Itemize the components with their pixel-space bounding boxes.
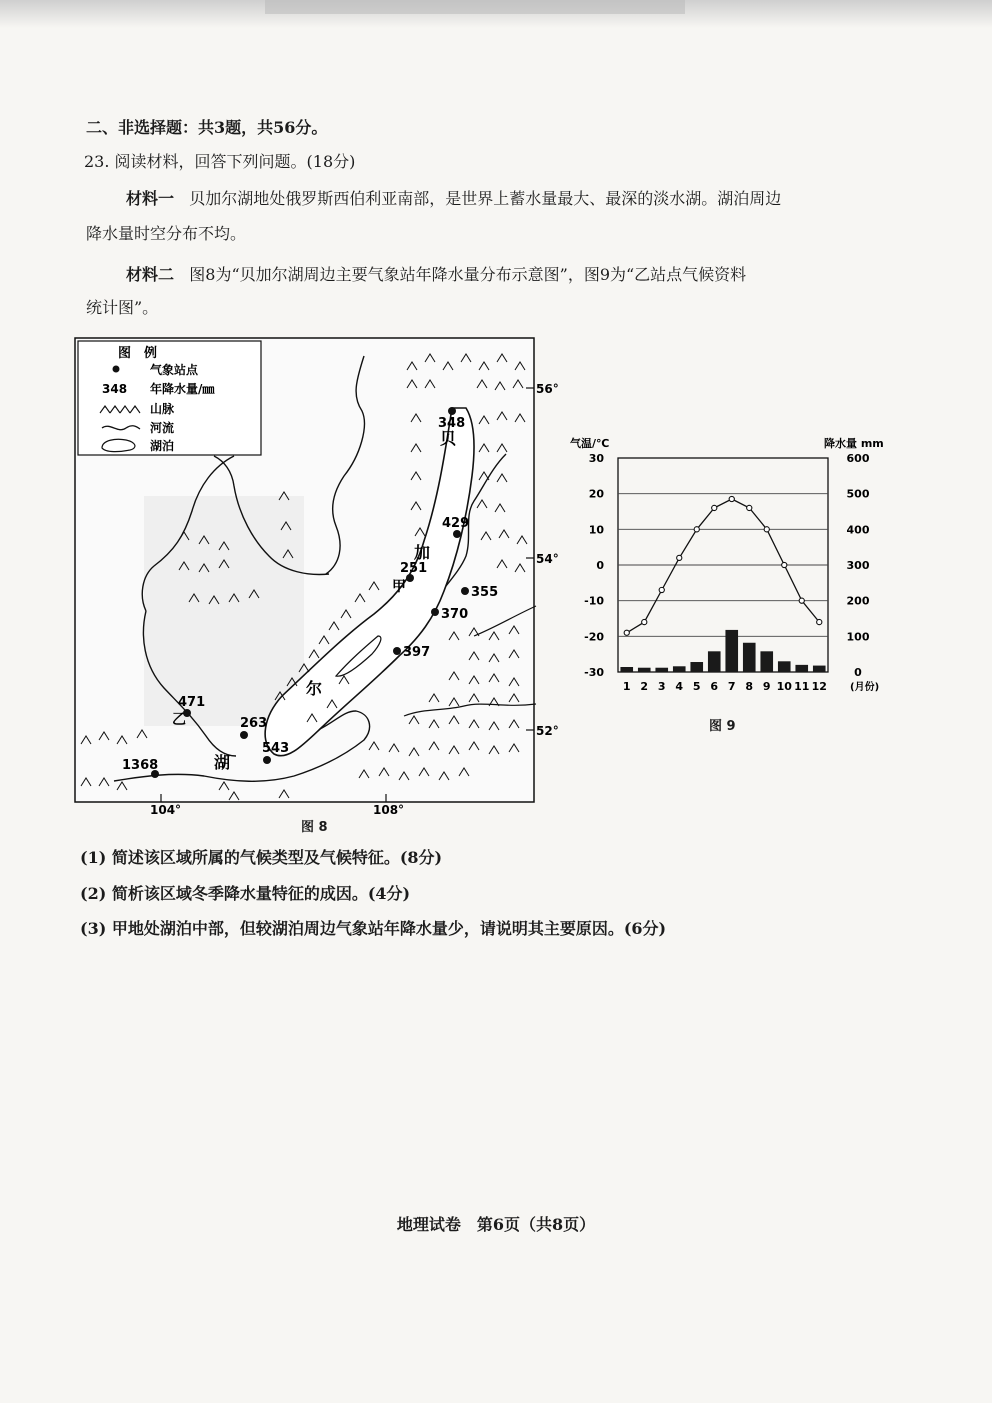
left-tick-label: 10 (588, 523, 604, 537)
temperature-point (764, 527, 769, 532)
y-right-label: 降水量 mm (824, 437, 884, 450)
station-jia-name: 甲 (392, 579, 406, 595)
station-yi-name: 乙 (172, 712, 186, 728)
section-header: 二、非选择题：共3题，共56分。 (86, 118, 328, 137)
material2-label: 材料二 (126, 265, 175, 284)
precip-bar (813, 666, 826, 672)
month-label: 12 (811, 680, 827, 693)
precip-bar (778, 661, 791, 672)
month-label: 5 (692, 680, 701, 693)
y-left-label: 气温/℃ (570, 437, 610, 450)
station-370-dot (431, 608, 439, 616)
legend-box (78, 341, 261, 455)
temperature-line (627, 499, 820, 633)
precip-bar (673, 666, 686, 672)
lon-108: 108° (373, 803, 405, 817)
station-355: 355 (471, 585, 499, 600)
station-348-dot (448, 407, 456, 415)
lat-54: 54° (536, 552, 559, 566)
station-1368: 1368 (122, 758, 159, 773)
month-label: 8 (745, 680, 754, 693)
temperature-point (694, 527, 699, 532)
right-tick-label: 200 (846, 594, 870, 608)
temperature-points (624, 496, 822, 635)
precip-bar (708, 651, 721, 672)
left-tick-label: 30 (588, 452, 604, 465)
lake-char-1: 贝 (440, 429, 457, 448)
figure9-chart (560, 432, 900, 707)
lat-52: 52° (536, 724, 559, 738)
precip-bar (760, 651, 773, 672)
legend-precip-sample: 348 (102, 382, 128, 396)
figure8-caption: 图 8 (301, 820, 328, 835)
station-370: 370 (441, 607, 469, 622)
right-tick-label: 0 (854, 666, 862, 679)
temperature-point (659, 587, 664, 592)
temperature-point (712, 505, 717, 510)
temperature-point (782, 562, 787, 567)
legend-precip-label: 年降水量/㎜ (150, 382, 215, 396)
temperature-point (624, 630, 629, 635)
precip-bar (795, 665, 808, 672)
left-tick-label: 20 (588, 487, 604, 501)
right-tick-label: 500 (846, 487, 870, 501)
left-tick-label: -30 (584, 666, 604, 679)
month-label: 2 (640, 680, 649, 693)
x-unit-label: (月份) (850, 682, 880, 693)
lake-char-4: 湖 (214, 753, 231, 772)
lake-char-2: 加 (414, 543, 431, 562)
question-3: (3) 甲地处湖泊中部，但较湖泊周边气象站年降水量少，请说明其主要原因。(6分) (80, 919, 667, 938)
month-label: 7 (727, 680, 736, 693)
station-543-dot (263, 756, 271, 764)
lat-56: 56° (536, 382, 559, 396)
month-label: 9 (762, 680, 771, 693)
legend-title: 图 例 (118, 346, 158, 361)
station-263-dot (240, 731, 248, 739)
material1-text1: 贝加尔湖地处俄罗斯西伯利亚南部，是世界上蓄水量最大、最深的淡水湖。湖泊周边 (189, 189, 782, 208)
legend-lake-label: 湖泊 (150, 439, 175, 453)
month-label: 10 (776, 680, 792, 693)
precip-bar (655, 668, 668, 672)
right-tick-label: 300 (846, 559, 870, 572)
station-429-dot (453, 530, 461, 538)
legend-river-label: 河流 (150, 421, 175, 435)
precip-bar (638, 668, 651, 672)
temperature-point (799, 598, 804, 603)
temperature-point (747, 505, 752, 510)
month-label: 3 (657, 680, 666, 693)
month-label: 4 (675, 680, 684, 693)
legend-station-label: 气象站点 (150, 363, 199, 377)
temperature-point (729, 496, 734, 501)
station-397-dot (393, 647, 401, 655)
station-263: 263 (240, 716, 268, 731)
right-tick-label: 100 (846, 630, 870, 644)
question-title: 23. 阅读材料，回答下列问题。(18分) (84, 152, 356, 171)
station-429: 429 (442, 516, 470, 531)
legend-mountain-label: 山脉 (150, 402, 175, 416)
precip-bar (620, 667, 633, 672)
precip-bar (743, 643, 756, 672)
lake-char-3: 尔 (306, 679, 323, 698)
question-2: (2) 简析该区域冬季降水量特征的成因。(4分) (80, 884, 411, 903)
material1-line1 (126, 189, 781, 209)
precip-bar (725, 630, 738, 672)
temperature-point (642, 619, 647, 624)
scan-artifact (265, 0, 685, 14)
figure9-caption: 图 9 (709, 719, 736, 734)
page-footer: 地理试卷 第6页（共8页） (396, 1215, 596, 1234)
precip-bar (690, 662, 703, 672)
temperature-point (677, 555, 682, 560)
chart-grid (618, 458, 828, 672)
station-397: 397 (403, 645, 431, 660)
material2-line1 (126, 265, 746, 285)
question-1: (1) 简述该区域所属的气候类型及气候特征。(8分) (80, 848, 443, 867)
lon-104: 104° (150, 803, 182, 817)
left-tick-label: -10 (584, 594, 604, 608)
figure8-map (74, 336, 559, 817)
left-tick-label: 0 (596, 559, 604, 572)
month-label: 6 (710, 680, 719, 693)
right-tick-label: 600 (846, 452, 870, 465)
left-tick-label: -20 (584, 630, 604, 644)
station-543: 543 (262, 741, 290, 756)
month-label: 1 (622, 680, 631, 693)
legend-station-dot (113, 366, 120, 373)
material2-text1: 图8为“贝加尔湖周边主要气象站年降水量分布示意图”，图9为“乙站点气候资料 (189, 265, 747, 284)
legend-lake-icon (102, 439, 135, 451)
temperature-point (817, 619, 822, 624)
month-label: 11 (794, 680, 810, 693)
material1-line2: 降水量时空分布不均。 (86, 224, 247, 243)
material1-label: 材料一 (126, 189, 175, 208)
right-tick-label: 400 (846, 523, 870, 537)
station-251: 251 (400, 561, 428, 576)
station-348: 348 (438, 416, 466, 431)
station-355-dot (461, 587, 469, 595)
material2-line2: 统计图”。 (86, 298, 159, 317)
station-471: 471 (178, 695, 206, 710)
